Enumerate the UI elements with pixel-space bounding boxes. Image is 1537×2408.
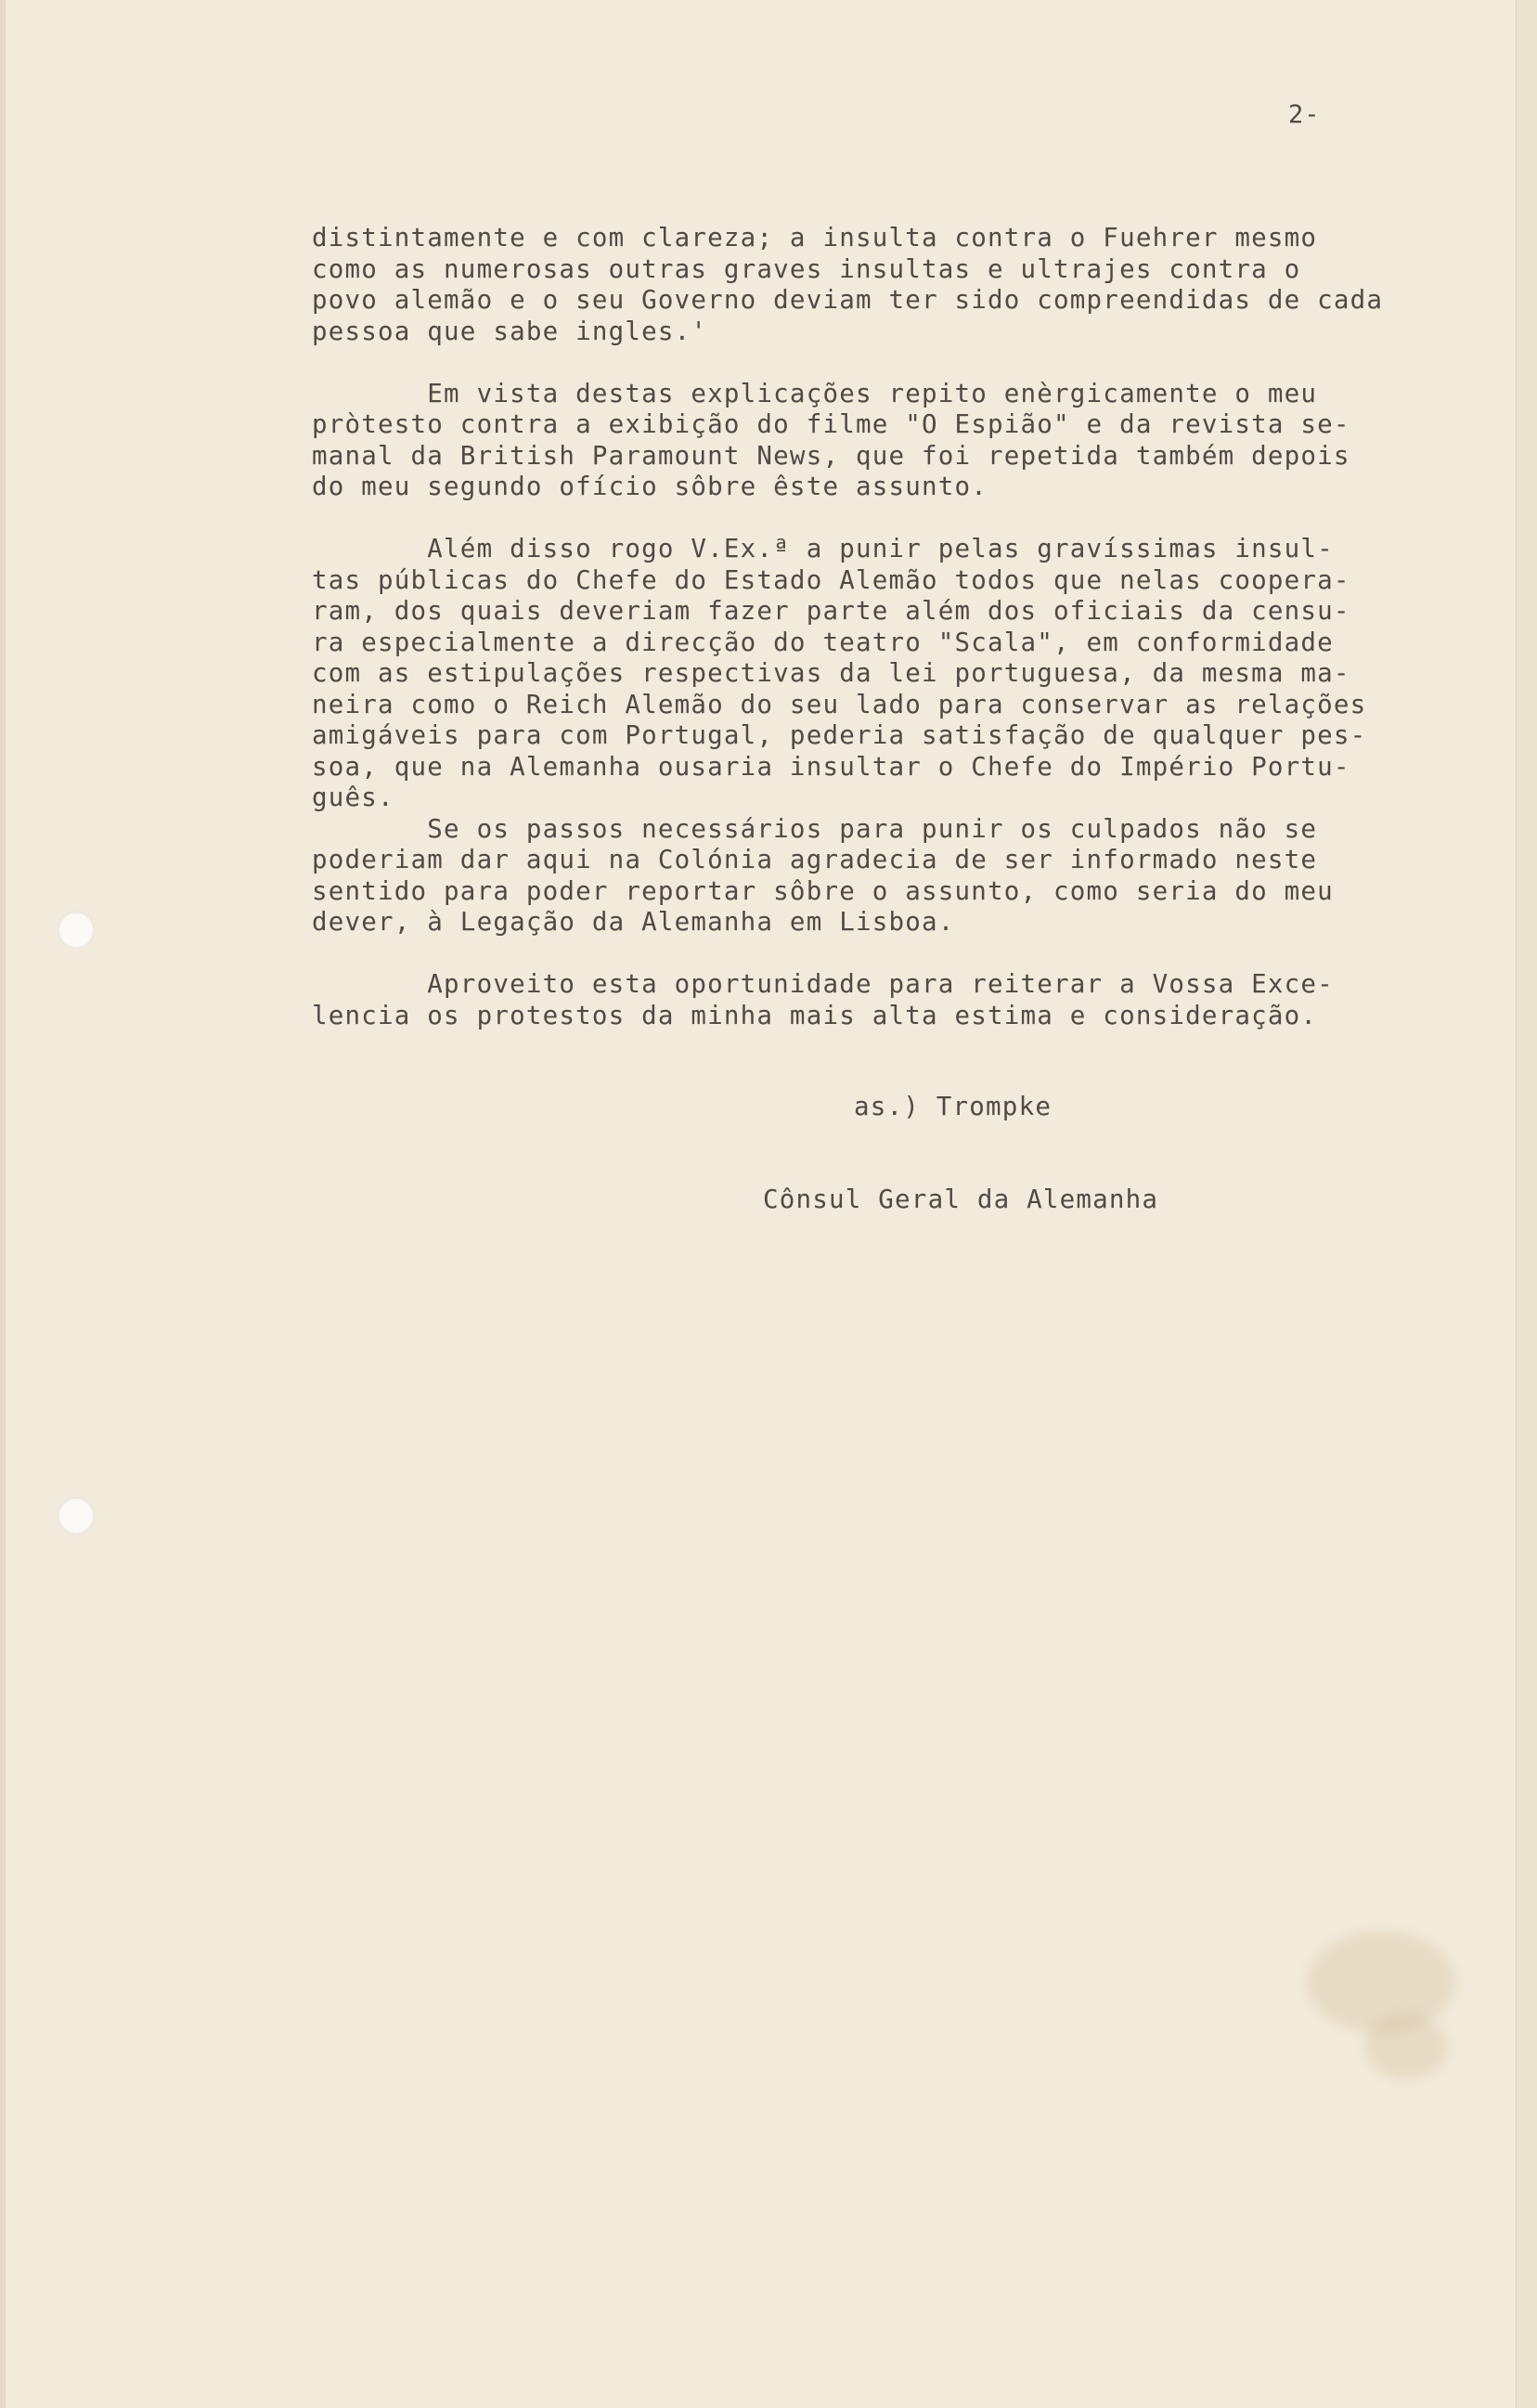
signature-title: Cônsul Geral da Alemanha [763, 1185, 1159, 1214]
paragraph [312, 534, 1518, 939]
page-right-edge [1516, 0, 1537, 2408]
text-line: Se os passos necessários para punir os culpados não se [312, 813, 1318, 844]
text-line: dever, à Legação da Alemanha em Lisboa. [312, 907, 955, 937]
text-line: lencia os protestos da minha mais alta estima e consideração. [312, 1000, 1318, 1030]
signature-name: as.) Trompke [854, 1092, 1053, 1121]
paragraph [312, 969, 1518, 1031]
text-line: distintamente e com clareza; a insulta contra o Fuehrer mesmo [312, 223, 1318, 252]
paragraph [312, 223, 1518, 347]
text-line: neira como o Reich Alemão do seu lado para conservar as relações [312, 689, 1367, 719]
text-line: do meu segundo ofício sôbre êste assunto. [312, 472, 988, 501]
punch-hole [58, 912, 95, 949]
letter-body [312, 223, 1518, 1031]
text-line: Além disso rogo V.Ex.ª a punir pelas gravíssimas insul- [312, 534, 1334, 563]
punch-hole [58, 1497, 95, 1534]
text-line: guês. [312, 783, 394, 812]
page-number: 2- [1288, 100, 1321, 129]
text-line: povo alemão e o seu Governo deviam ter sido compreendidas de cada [312, 285, 1384, 315]
text-line: como as numerosas outras graves insultas e ultrajes contra o [312, 253, 1301, 284]
paper-stain [1364, 2014, 1448, 2079]
text-line: pessoa que sabe ingles.' [312, 316, 708, 346]
text-line: ra especialmente a direcção do teatro "Scala", em conformidade [312, 627, 1334, 657]
text-line: soa, que na Alemanha ousaria insultar o Chefe do Império Portu- [312, 751, 1350, 782]
page-left-edge [0, 0, 6, 2408]
text-line: tas públicas do Chefe do Estado Alemão todos que nelas coopera- [312, 564, 1350, 595]
text-line: sentido para poder reportar sôbre o assunto, como seria do meu [312, 875, 1334, 906]
text-line: poderiam dar aqui na Colónia agradecia de ser informado neste [312, 845, 1318, 874]
paragraph [312, 379, 1518, 503]
text-line: manal da British Paramount News, que foi repetida também depois [312, 440, 1350, 471]
text-line: com as estipulações respectivas da lei portuguesa, da mesma ma- [312, 658, 1350, 688]
paper-stain [1307, 1931, 1455, 2033]
text-line: amigáveis para com Portugal, pederia satisfação de qualquer pes- [312, 720, 1367, 750]
text-line: Aproveito esta oportunidade para reiterar a Vossa Exce- [312, 969, 1334, 999]
text-line: ram, dos quais deveriam fazer parte além dos oficiais da censu- [312, 596, 1350, 626]
text-line: pròtesto contra a exibição do filme "O Espião" e da revista se- [312, 409, 1350, 439]
text-line: Em vista destas explicações repito enèrgicamente o meu [312, 378, 1318, 408]
